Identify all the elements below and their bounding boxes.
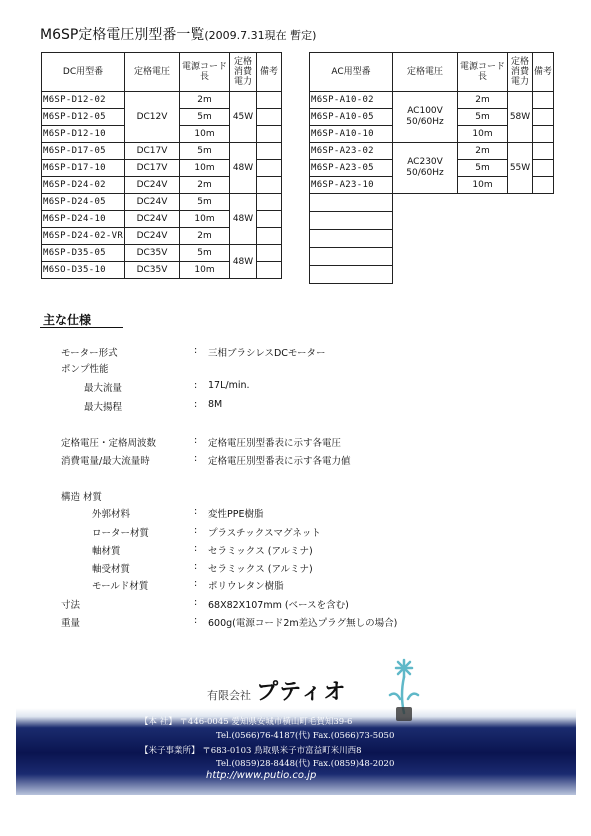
table-header-row [42,53,282,92]
table-row [310,143,554,160]
header-voltage: 定格電圧 [393,53,458,92]
remarks-cell [533,109,554,126]
model-cell: M6SP-D12-05 [42,109,125,126]
cord-cell: 10m [180,160,230,177]
voltage-cell: AC100V 50/60Hz [393,92,458,143]
voltage-cell: DC24V [125,211,180,228]
voltage-cell: DC35V [125,245,180,262]
voltage-cell: AC230V 50/60Hz [393,143,458,194]
cord-cell: 2m [180,92,230,109]
power-cell: 45W [230,92,257,143]
power-cell: 48W [230,194,257,245]
remarks-cell [533,143,554,160]
company-footer-banner [16,655,576,795]
colon: : [194,597,198,608]
spec-label: 外郭材料 [92,509,131,520]
cord-cell: 2m [458,92,508,109]
spec-value: 変性PPE樹脂 [208,509,264,520]
head-office-label: 【本 社】 [140,717,177,727]
remarks-cell [533,126,554,143]
head-office-tel: Tel.(0566)76-4187(代) Fax.(0566)73-5050 [216,731,395,741]
spec-value: ポリウレタン樹脂 [208,581,284,592]
model-cell: M6SP-A23-02 [310,143,393,160]
cord-cell: 10m [180,126,230,143]
company-name [207,675,346,706]
remarks-cell [533,92,554,109]
spec-label: ローター材質 [92,528,150,539]
empty-cell [310,266,393,284]
spec-label: 最大揚程 [84,402,123,413]
model-cell: M6SP-A10-10 [310,126,393,143]
company-prefix: 有限会社 [207,689,251,702]
cord-cell: 10m [458,126,508,143]
remarks-cell [257,143,282,160]
header-cord-length: 電源コード長 [180,53,230,92]
company-brand: プティオ [256,680,347,705]
colon: : [194,345,198,356]
remarks-cell [257,177,282,194]
cord-cell: 5m [458,109,508,126]
spec-value: 三相ブラシレスDCモーター [208,348,326,359]
cord-cell: 10m [180,211,230,228]
spec-label: 最大流量 [84,383,123,394]
model-cell: M6SP-A10-05 [310,109,393,126]
cord-cell: 10m [180,262,230,279]
model-cell: M6SP-D24-02 [42,177,125,194]
remarks-cell [257,160,282,177]
cord-cell: 5m [180,109,230,126]
cord-cell: 2m [180,228,230,245]
model-cell: M6SP-D35-05 [42,245,125,262]
remarks-cell [257,211,282,228]
remarks-cell [257,109,282,126]
spec-value: 17L/min. [208,380,250,391]
cord-cell: 10m [458,177,508,194]
empty-cell [310,248,393,266]
cord-cell: 2m [180,177,230,194]
yonago-office-tel: Tel.(0859)28-8448(代) Fax.(0859)48-2020 [216,759,395,769]
voltage-cell: DC12V [125,92,180,143]
model-cell: M6SP-D12-02 [42,92,125,109]
table-row [42,92,282,109]
colon: : [194,615,198,626]
remarks-cell [257,126,282,143]
spec-label: 軸材質 [92,546,121,557]
website-url[interactable]: http://www.putio.co.jp [206,770,317,781]
spec-value: 68X82X107mm (ベースを含む) [208,600,349,611]
spec-value: 600g(電源コード2m差込プラグ無しの場合) [208,618,398,629]
colon: : [194,399,198,410]
empty-row [310,266,554,284]
empty-cell [310,212,393,230]
colon: : [194,453,198,464]
table-header-row [310,53,554,92]
spec-label: 軸受材質 [92,564,131,575]
empty-row [310,212,554,230]
colon: : [194,380,198,391]
power-cell: 58W [508,92,533,143]
ac-model-table [309,52,554,284]
fountain-logo-icon [386,655,446,735]
colon: : [194,506,198,517]
remarks-cell [257,245,282,262]
header-remarks: 備考 [533,53,554,92]
yonago-office-label: 【米子事業所】 [140,746,200,756]
power-cell: 48W [230,245,257,279]
model-cell: M6SP-D24-05 [42,194,125,211]
colon: : [194,578,198,589]
spec-label: ポンプ性能 [61,364,109,375]
head-office-line [140,715,352,727]
header-cord-length: 電源コード長 [458,53,508,92]
spec-label: 寸法 [61,600,81,611]
empty-row [310,230,554,248]
table-row [42,143,282,160]
spec-label: 消費電量/最大流量時 [61,456,150,467]
cord-cell: 2m [458,143,508,160]
header-voltage: 定格電圧 [125,53,180,92]
page-title [40,24,316,44]
model-cell: M6SP-A10-02 [310,92,393,109]
header-remarks: 備考 [257,53,282,92]
model-cell: M6SP-A23-05 [310,160,393,177]
spec-value: セラミックス (アルミナ) [208,564,313,575]
model-cell: M6SP-D24-02-VR [42,228,125,245]
remarks-cell [257,194,282,211]
spec-label: 重量 [61,618,81,629]
header-dc-model: DC用型番 [42,53,125,92]
remarks-cell [257,262,282,279]
model-cell: M6SP-D17-05 [42,143,125,160]
power-cell: 48W [230,143,257,194]
spec-value: 8M [208,399,223,410]
spec-value: プラスチックスマグネット [208,528,321,539]
cord-cell: 5m [180,194,230,211]
remarks-cell [257,228,282,245]
voltage-cell: DC17V [125,160,180,177]
model-cell: M6SP-A23-10 [310,177,393,194]
cord-cell: 5m [180,245,230,262]
colon: : [194,435,198,446]
yonago-office-line [140,744,362,756]
spec-value: 定格電圧別型番表に示す各電力値 [208,456,351,467]
yonago-office-address: 〒683-0103 鳥取県米子市富益町米川西8 [202,746,362,756]
spec-value: 定格電圧別型番表に示す各電圧 [208,438,342,449]
table-row [42,245,282,262]
spec-label: モールド材質 [92,581,149,592]
remarks-cell [533,160,554,177]
colon: : [194,561,198,572]
model-cell: M6SP-D17-10 [42,160,125,177]
colon: : [194,525,198,536]
voltage-cell: DC24V [125,194,180,211]
model-cell: M6SO-D35-10 [42,262,125,279]
cord-cell: 5m [180,143,230,160]
specs-heading: 主な仕様 [43,313,92,327]
empty-cell [310,230,393,248]
head-office-address: 〒446-0045 愛知県安城市横山町毛賀知39-6 [179,717,353,727]
voltage-cell: DC24V [125,228,180,245]
voltage-cell: DC17V [125,143,180,160]
cord-cell: 5m [458,160,508,177]
header-ac-model: AC用型番 [310,53,393,92]
title-main: M6SP定格電圧別型番一覧 [40,27,205,43]
remarks-cell [257,92,282,109]
empty-row [310,248,554,266]
header-power: 定格消費電力 [508,53,533,92]
power-cell: 55W [508,143,533,194]
header-power: 定格消費電力 [230,53,257,92]
spec-label: 定格電圧・定格周波数 [61,438,157,449]
heading-underline [40,327,123,328]
table-row [310,92,554,109]
empty-cell [310,194,393,212]
model-cell: M6SP-D24-10 [42,211,125,228]
voltage-cell: DC35V [125,262,180,279]
remarks-cell [533,177,554,194]
spec-label: モーター形式 [61,348,118,359]
title-date: (2009.7.31現在 暫定) [204,29,317,42]
spec-value: セラミックス (アルミナ) [208,546,313,557]
dc-model-table [41,52,282,279]
spec-label: 構造 材質 [61,492,103,503]
model-cell: M6SP-D12-10 [42,126,125,143]
table-row [42,194,282,211]
colon: : [194,543,198,554]
voltage-cell: DC24V [125,177,180,194]
empty-row [310,194,554,212]
